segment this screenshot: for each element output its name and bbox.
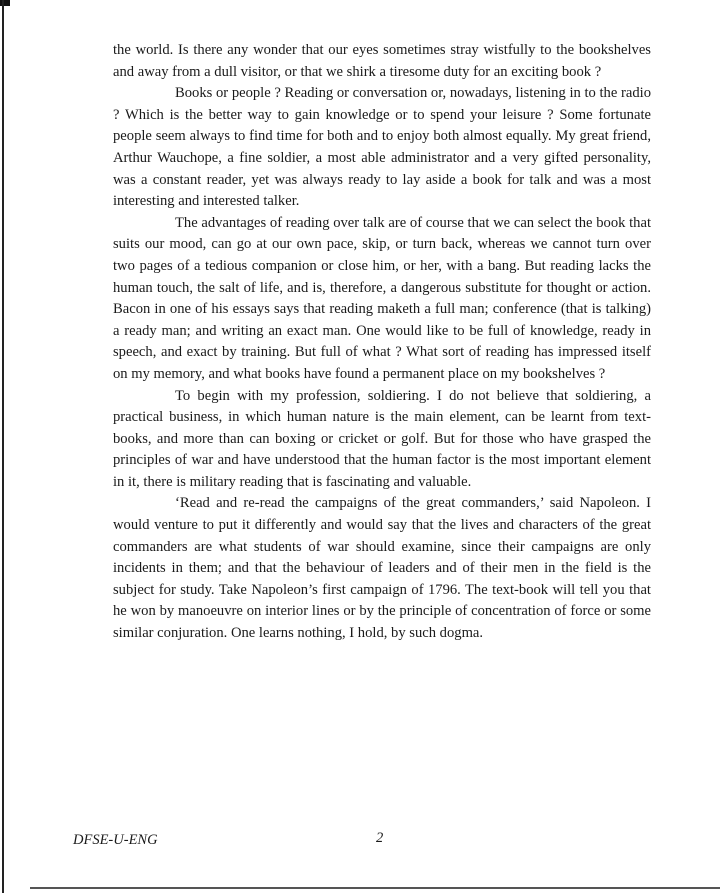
- footer-page-number: 2: [376, 830, 384, 846]
- paragraph-4: To begin with my profession, soldiering. I do not believe that soldiering, a practical business, in which human nature is the main element, can be learnt from text-books, and more than can boxing or cricket or golf. But for those who have grasped the principles of war and have understood that the human factor is the most important element in it, there is military reading that is fascinating and valuable.: [113, 387, 651, 490]
- paragraph-5: ‘Read and re-read the campaigns of the great commanders,’ said Napoleon. I would venture to put it differently and would say that the lives and characters of the great commanders are what students of war should examine, since their campaigns are only incidents in them; and that the behaviour of leaders and of their men in the field is the subject for study. Take Napoleon’s first campaign of 1796. The text-book will tell you that he won by manoeuvre on interior lines or by the principle of concentration of force or some similar conjuration. One learns nothing, I hold, by such dogma.: [113, 495, 651, 642]
- paragraph-2: Books or people ? Reading or conversation or, nowadays, listening in to the radio ? Which is the better way to gain knowledge or to spend your leisure ? Some fortunate people seem always to find time for both and to enjoy both almost equally. My great friend, Arthur Wauchope, a fine soldier, a most able administrator and a very gifted personality, was a constant reader, yet was always ready to lay aside a book for talk and was a most interesting and interested talker.: [113, 85, 651, 210]
- scan-left-edge: [2, 0, 4, 893]
- body-text: [113, 40, 651, 645]
- footer-document-code: DFSE-U-ENG: [73, 832, 158, 848]
- paragraph-3: The advantages of reading over talk are of course that we can select the book that suits our mood, can go at our own pace, skip, or turn back, whereas we cannot turn over two pages of a tedious companion or close him, or her, with a bang. But reading lacks the human touch, the salt of life, and is, therefore, a dangerous substitute for thought or action. Bacon in one of his essays says that reading maketh a full man; conference (that is talking) a ready man; and writing an exact man. One would like to be full of knowledge, ready in speech, and exact by training. But full of what ? What sort of reading has impressed itself on my memory, and what books have found a permanent place on my bookshelves ?: [113, 214, 651, 382]
- paragraph-1: the world. Is there any wonder that our eyes sometimes stray wistfully to the bookshelves and away from a dull visitor, or that we shirk a tiresome duty for an exciting book ?: [113, 42, 651, 80]
- scan-bottom-edge: [30, 887, 720, 889]
